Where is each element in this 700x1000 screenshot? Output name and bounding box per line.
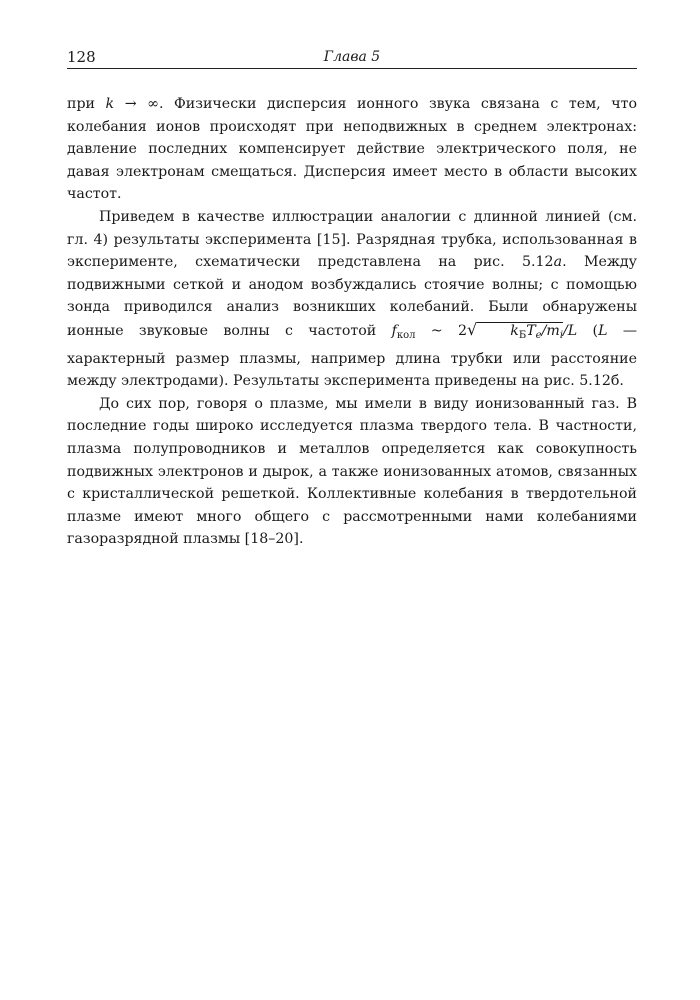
sqrt-sign: √ bbox=[467, 319, 478, 339]
paragraph-1: при k → ∞. Физически дисперсия ионного звука связана с тем, что колебания ионов происходят при неподвижных в среднем электронах: давление последних компенсирует действие электрического поля, не давая электронам смещаться. Дисперсия имеет место в области высоких частот. bbox=[67, 96, 638, 203]
formula-f: $f_{кол}$ bbox=[391, 322, 416, 341]
formula-radicand: $k_БT_e/m_i$ bbox=[477, 322, 563, 344]
page-number: 128 bbox=[67, 48, 96, 66]
chapter-title: Глава 5 bbox=[323, 49, 381, 65]
page-body bbox=[67, 93, 637, 551]
paragraph-2: Приведем в качестве иллюстрации аналогии с длинной линией (см. гл. 4) результаты эксперимента [15]. Разрядная трубка, использованная в эксперименте, схематически представлена на рис. 5.12а. Между подвижными сеткой и анодом возбуждались стоячие волны; с помощью зонда приводился анализ возникших колебаний. Были обнаружены ионные звуковые волны с частотой $f_{кол}$ ~ 2√ $k_БT_e/m_i/L$ (L — характерный размер плазмы, например длина трубки или расстояние между электродами). Результаты эксперимента приведены на рис. 5.12б. bbox=[67, 208, 638, 390]
running-header bbox=[67, 46, 637, 69]
paragraph-3: До сих пор, говоря о плазме, мы имели в виду ионизованный газ. В последние годы широко исследуется плазма твердого тела. В частности, плазма полупроводников и металлов определяется как совокупность подвижных электронов и дырок, а также ионизованных атомов, связанных с кристаллической решеткой. Коллективные колебания в твердотельной плазме имеют много общего с рассмотренными нами колебаниями газоразрядной плазмы [18–20]. bbox=[67, 395, 637, 548]
